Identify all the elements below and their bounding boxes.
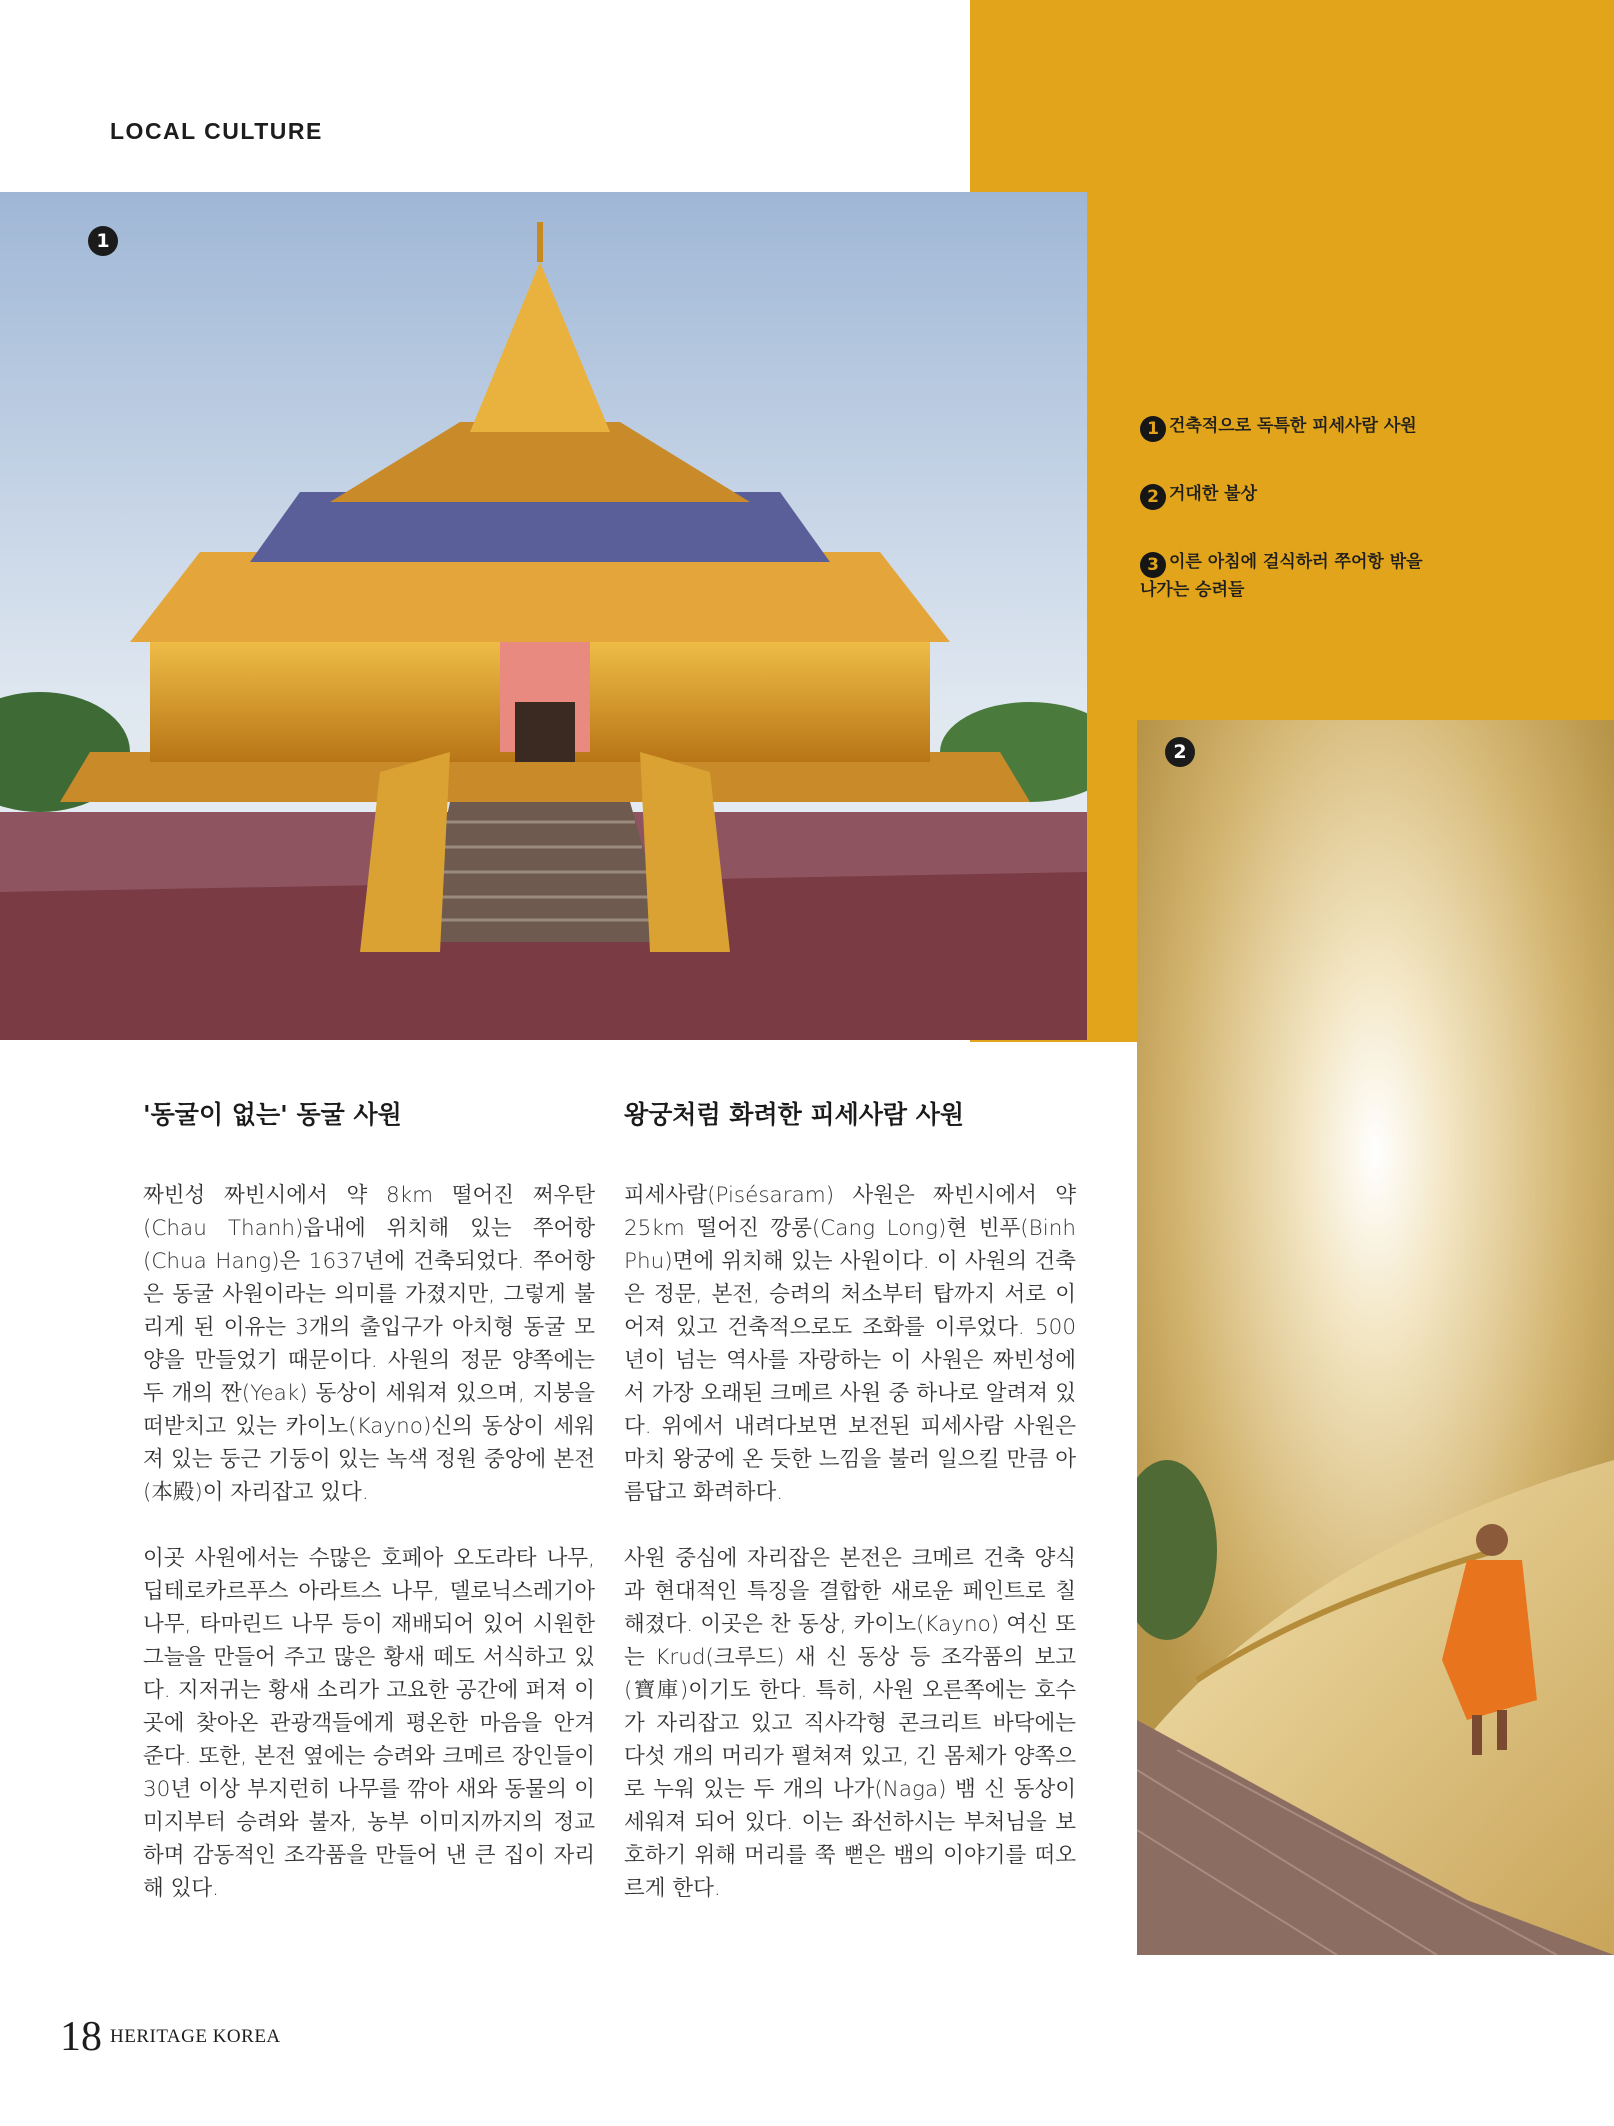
article-left-column	[143, 1095, 595, 1938]
article-right-column	[624, 1095, 1076, 1938]
page-footer	[60, 2013, 281, 2061]
photo-captions	[1140, 414, 1440, 642]
page-number: 18	[60, 2014, 102, 2060]
temple-photo	[0, 192, 1087, 1040]
photo-badge-2: 2	[1165, 737, 1195, 767]
article-heading: 왕궁처럼 화려한 피세사람 사원	[624, 1100, 965, 1129]
photo-badge-1: 1	[88, 226, 118, 256]
reclining-buddha-photo	[1137, 720, 1614, 1955]
section-label: LOCAL CULTURE	[110, 118, 323, 144]
caption-text: 거대한 불상	[1169, 484, 1258, 504]
caption-text: 이른 아침에 걸식하러 쭈어항 밖을 나가는 승려들	[1140, 552, 1423, 600]
caption-number: 2	[1140, 484, 1166, 510]
caption-number: 3	[1140, 552, 1166, 578]
magazine-name: HERITAGE KOREA	[110, 2026, 281, 2047]
article-paragraph: 짜빈성 짜빈시에서 약 8km 떨어진 쩌우탄(Chau Thanh)읍내에 위치해 있는 쭈어항(Chua Hang)은 1637년에 건축되었다. 쭈어항은 동굴 사원이라는 의미를 가졌지만, 그렇게 불리게 된 이유는 3개의 출입구가 아치형 동굴 모양을 만들었기 때문이다. 사원의 정문 양쪽에는 두 개의 짠(Yeak) 동상이 세워져 있으며, 지붕을 떠받치고 있는 카이노(Kayno)신의 동상이 세워져 있는 둥근 기둥이 있는 녹색 정원 중앙에 본전(本殿)이 자리잡고 있다.	[143, 1183, 595, 1505]
caption-1	[1140, 414, 1440, 442]
caption-3	[1140, 550, 1440, 602]
caption-text: 건축적으로 독특한 피세사람 사원	[1169, 416, 1417, 436]
article-paragraph: 사원 중심에 자리잡은 본전은 크메르 건축 양식과 현대적인 특징을 결합한 새로운 페인트로 칠해졌다. 이곳은 찬 동상, 카이노(Kayno) 여신 또는 Krud(크루드) 새 신 동상 등 조각품의 보고(寶庫)이기도 한다. 특히, 사원 오른쪽에는 호수가 자리잡고 있고 직사각형 콘크리트 바닥에는 다섯 개의 머리가 펼쳐져 있고, 긴 몸체가 양쪽으로 누워 있는 두 개의 나가(Naga) 뱀 신 동상이 세워져 되어 있다. 이는 좌선하시는 부처님을 보호하기 위해 머리를 쭉 뻗은 뱀의 이야기를 떠오르게 한다.	[624, 1546, 1076, 1901]
caption-2	[1140, 482, 1440, 510]
article-paragraph: 이곳 사원에서는 수많은 호페아 오도라타 나무, 딥테로카르푸스 아라트스 나무, 델로닉스레기아 나무, 타마린드 나무 등이 재배되어 있어 시원한 그늘을 만들어 주고 많은 황새 떼도 서식하고 있다. 지저귀는 황새 소리가 고요한 공간에 퍼져 이곳에 찾아온 관광객들에게 평온한 마음을 안겨 준다. 또한, 본전 옆에는 승려와 크메르 장인들이 30년 이상 부지런히 나무를 깎아 새와 동물의 이미지부터 승려와 불자, 농부 이미지까지의 정교하며 감동적인 조각품을 만들어 낸 큰 집이 자리해 있다.	[143, 1546, 595, 1901]
caption-number: 1	[1140, 416, 1166, 442]
article-heading: '동굴이 없는' 동굴 사원	[143, 1100, 402, 1129]
article-paragraph: 피세사람(Pisésaram) 사원은 짜빈시에서 약 25km 떨어진 깡롱(Cang Long)현 빈푸(Binh Phu)면에 위치해 있는 사원이다. 이 사원의 건축은 정문, 본전, 승려의 처소부터 탑까지 서로 이어져 있고 건축적으로도 조화를 이루었다. 500년이 넘는 역사를 자랑하는 이 사원은 짜빈성에서 가장 오래된 크메르 사원 중 하나로 알려져 있다. 위에서 내려다보면 보전된 피세사람 사원은 마치 왕궁에 온 듯한 느낌을 불러 일으킬 만큼 아름답고 화려하다.	[624, 1183, 1076, 1505]
